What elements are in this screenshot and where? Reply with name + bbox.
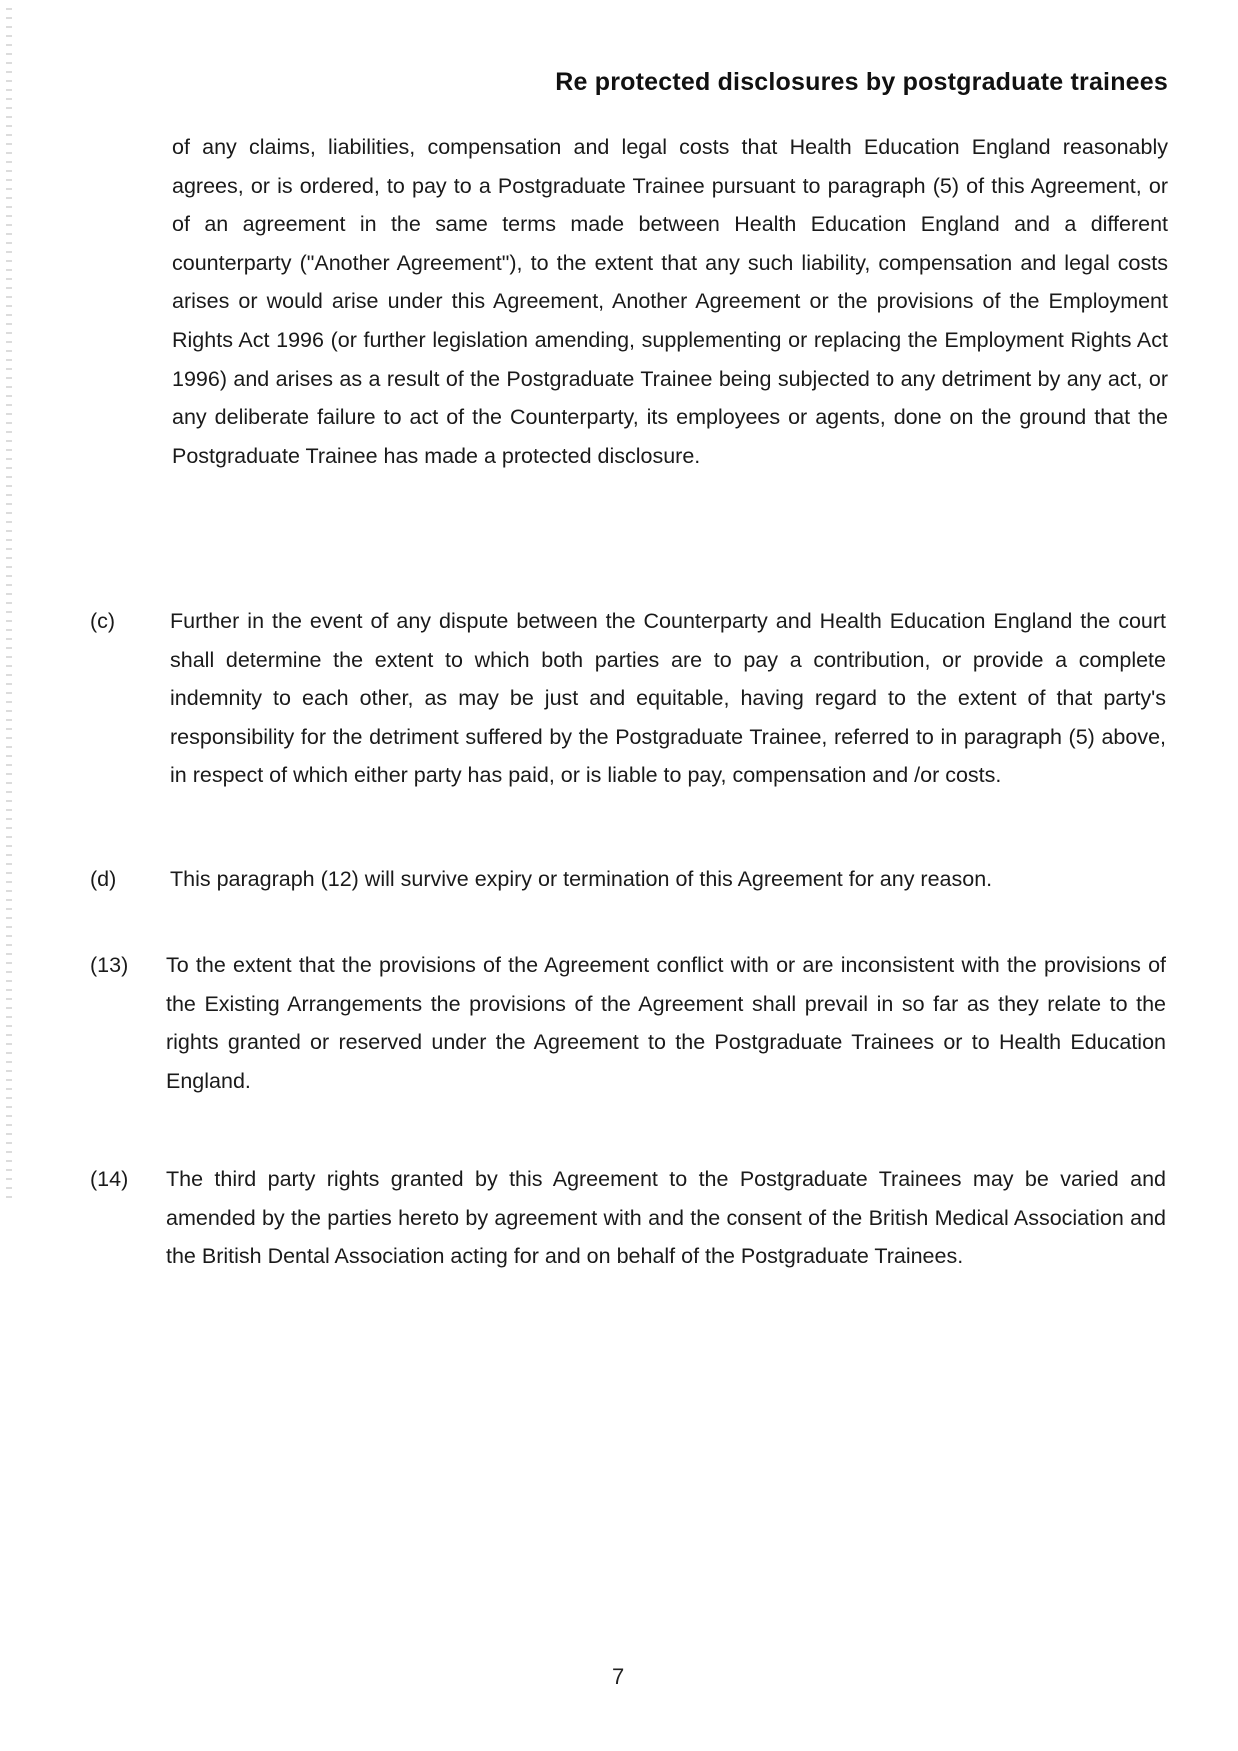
clause-number: (13) [90, 953, 129, 977]
clause-number: (14) [90, 1167, 129, 1191]
clause-text: Further in the event of any dispute between the Counterparty and Health Education England the court shall determine the extent to which both parties are to pay a contribution, or provide a complete indemnity to each other, as may be just and equitable, having regard to the extent of that party's responsibility for the detriment suffered by the Postgraduate Trainee, referred to in paragraph (5) above, in respect of which either party has paid, or is liable to pay, compensation and /or costs. [170, 609, 1166, 788]
clause-text: The third party rights granted by this Agreement to the Postgraduate Trainees may be varied and amended by the parties hereto by agreement with and the consent of the British Medical Association and the British Dental Association acting for and on behalf of the Postgraduate Trainees. [166, 1167, 1166, 1269]
clause-text: To the extent that the provisions of the Agreement conflict with or are inconsistent with the provisions of the Existing Arrangements the provisions of the Agreement shall prevail in so far as they relate to the rights granted or reserved under the Agreement to the Postgraduate Trainees or to Health Education England. [166, 953, 1166, 1093]
clause-text: This paragraph (12) will survive expiry or termination of this Agreement for any reason. [170, 867, 993, 891]
page-header-title: Re protected disclosures by postgraduate trainees [555, 68, 1168, 96]
scan-binding-edge [6, 8, 12, 1198]
continuation-paragraph: of any claims, liabilities, compensation and legal costs that Health Education England reasonably agrees, or is ordered, to pay to a Postgraduate Trainee pursuant to paragraph (5) of this Agreement, or of an agreement in the same terms made between Health Education England and a different counterparty ("Another Agreement"), to the extent that any such liability, compensation and legal costs arises or would arise under this Agreement, Another Agreement or the provisions of the Employment Rights Act 1996 (or further legislation amending, supplementing or replacing the Employment Rights Act 1996) and arises as a result of the Postgraduate Trainee being subjected to any detriment by any act, or any deliberate failure to act of the Counterparty, its employees or agents, done on the ground that the Postgraduate Trainee has made a protected disclosure. [172, 135, 1168, 468]
clause-number: (d) [90, 867, 117, 891]
clause-number: (c) [90, 609, 116, 633]
page-number: 7 [612, 1664, 625, 1689]
